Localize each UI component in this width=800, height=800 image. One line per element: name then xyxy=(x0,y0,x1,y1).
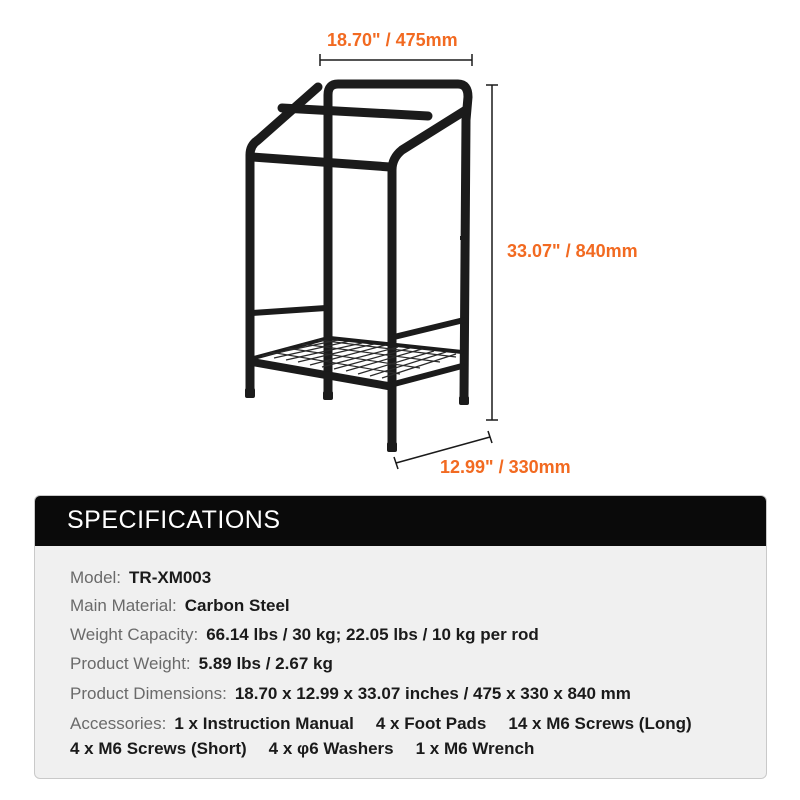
spec-model-label: Model: xyxy=(70,568,122,587)
specifications-title: SPECIFICATIONS xyxy=(67,506,281,534)
spec-model xyxy=(70,568,211,588)
rack-frame xyxy=(250,84,468,445)
accessory-item: 1 x M6 Wrench xyxy=(415,739,535,758)
specifications-panel xyxy=(34,495,767,779)
spec-dimensions xyxy=(70,684,631,704)
width-dimension-label: 18.70" / 475mm xyxy=(327,30,458,50)
spec-accessories-continued xyxy=(70,739,556,759)
spec-dimensions-value: 18.70 x 12.99 x 33.07 inches / 475 x 330 x 840 mm xyxy=(234,684,631,703)
spec-capacity-label: Weight Capacity: xyxy=(70,625,199,644)
accessory-item: 4 x M6 Screws (Short) xyxy=(70,739,247,758)
spec-material-label: Main Material: xyxy=(70,596,177,615)
spec-weight xyxy=(70,654,333,674)
accessory-item: 14 x M6 Screws (Long) xyxy=(508,714,692,733)
height-dimension-label: 33.07" / 840mm xyxy=(507,241,638,261)
accessory-item: 1 x Instruction Manual xyxy=(174,714,354,733)
spec-material-value: Carbon Steel xyxy=(184,596,290,615)
spec-weight-value: 5.89 lbs / 2.67 kg xyxy=(198,654,333,673)
spec-material xyxy=(70,596,290,616)
foot-pads xyxy=(245,388,469,452)
spec-accessories xyxy=(70,714,692,734)
depth-dimension-label: 12.99" / 330mm xyxy=(440,457,571,477)
spec-capacity-value: 66.14 lbs / 30 kg; 22.05 lbs / 10 kg per rod xyxy=(206,625,539,644)
spec-weight-label: Product Weight: xyxy=(70,654,191,673)
spec-dimensions-label: Product Dimensions: xyxy=(70,684,227,703)
spec-accessories-label: Accessories: xyxy=(70,714,167,733)
specifications-header xyxy=(35,496,766,546)
accessory-item: 4 x φ6 Washers xyxy=(268,739,394,758)
spec-capacity xyxy=(70,625,539,645)
accessory-item: 4 x Foot Pads xyxy=(375,714,487,733)
spec-model-value: TR-XM003 xyxy=(129,568,212,587)
